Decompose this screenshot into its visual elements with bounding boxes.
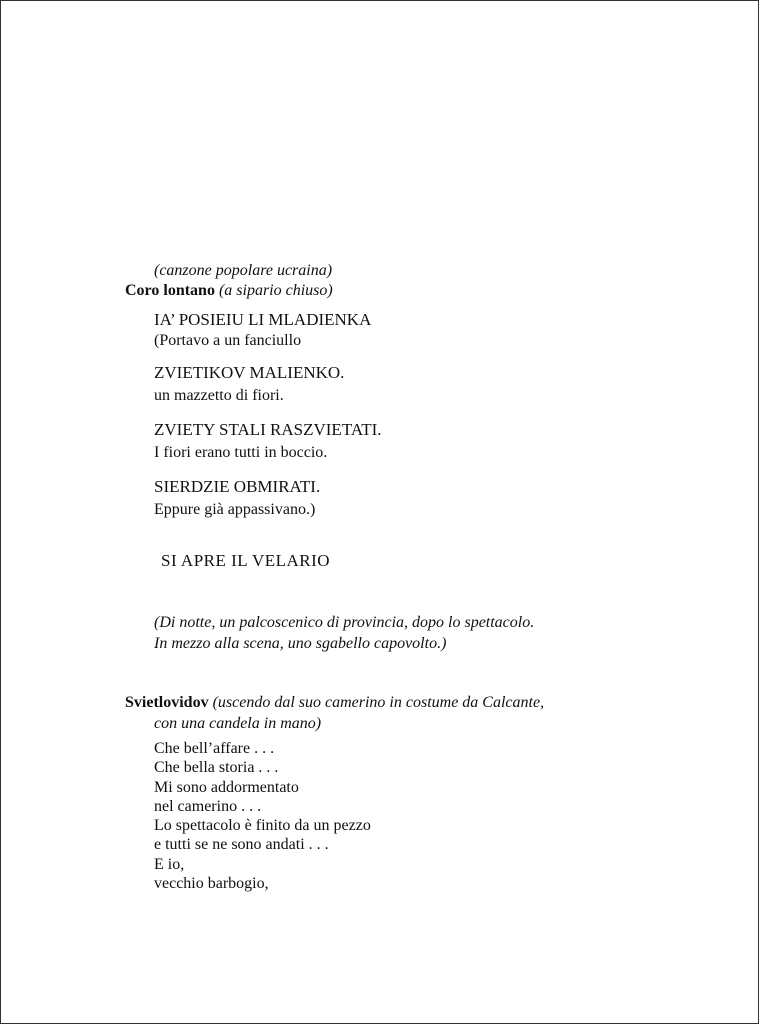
monologue-line: Mi sono addormentato <box>154 778 299 796</box>
song-note: (canzone popolare ucraina) <box>154 262 333 279</box>
chorus-direction: (a sipario chiuso) <box>218 282 333 299</box>
verse-translation: (Portavo a un fanciullo <box>154 332 302 349</box>
chorus-heading <box>125 281 333 300</box>
monologue-line: e tutti se ne sono andati . . . <box>154 836 329 854</box>
verse-original: ZVIETIKOV MALIENKO. <box>154 363 345 382</box>
speaker-name: Svietlovidov <box>125 694 209 711</box>
speaker-heading <box>125 692 544 734</box>
verse-original: SIERDZIE OBMIRATI. <box>154 477 321 496</box>
stage-direction <box>154 612 534 654</box>
stage-direction-line: (Di notte, un palcoscenico di provincia, dopo lo spettacolo. <box>154 614 535 631</box>
verse-translation: I fiori erano tutti in boccio. <box>154 444 328 461</box>
monologue-line: vecchio barbogio, <box>154 875 269 893</box>
monologue <box>154 739 371 893</box>
speaker-direction-line: (uscendo dal suo camerino in costume da Calcante, <box>212 694 545 711</box>
verse-translation: un mazzetto di fiori. <box>154 387 284 404</box>
monologue-line: E io, <box>154 855 185 873</box>
monologue-line: Che bella storia . . . <box>154 759 279 777</box>
verse-original: ZVIETY STALI RASZVIETATI. <box>154 420 382 439</box>
verse-original: IA’ POSIEIU LI MLADIENKA <box>154 310 372 329</box>
monologue-line: Che bell’affare . . . <box>154 740 275 757</box>
monologue-line: nel camerino . . . <box>154 797 262 815</box>
chorus-speaker: Coro lontano <box>125 282 215 299</box>
monologue-line: Lo spettacolo è finito da un pezzo <box>154 817 371 835</box>
stage-direction-line: In mezzo alla scena, uno sgabello capovolto.) <box>154 635 447 652</box>
verse-translation: Eppure già appassivano.) <box>154 501 316 518</box>
curtain-rises: SI APRE IL VELARIO <box>161 551 331 570</box>
speaker-direction-line: con una candela in mano) <box>154 715 322 732</box>
